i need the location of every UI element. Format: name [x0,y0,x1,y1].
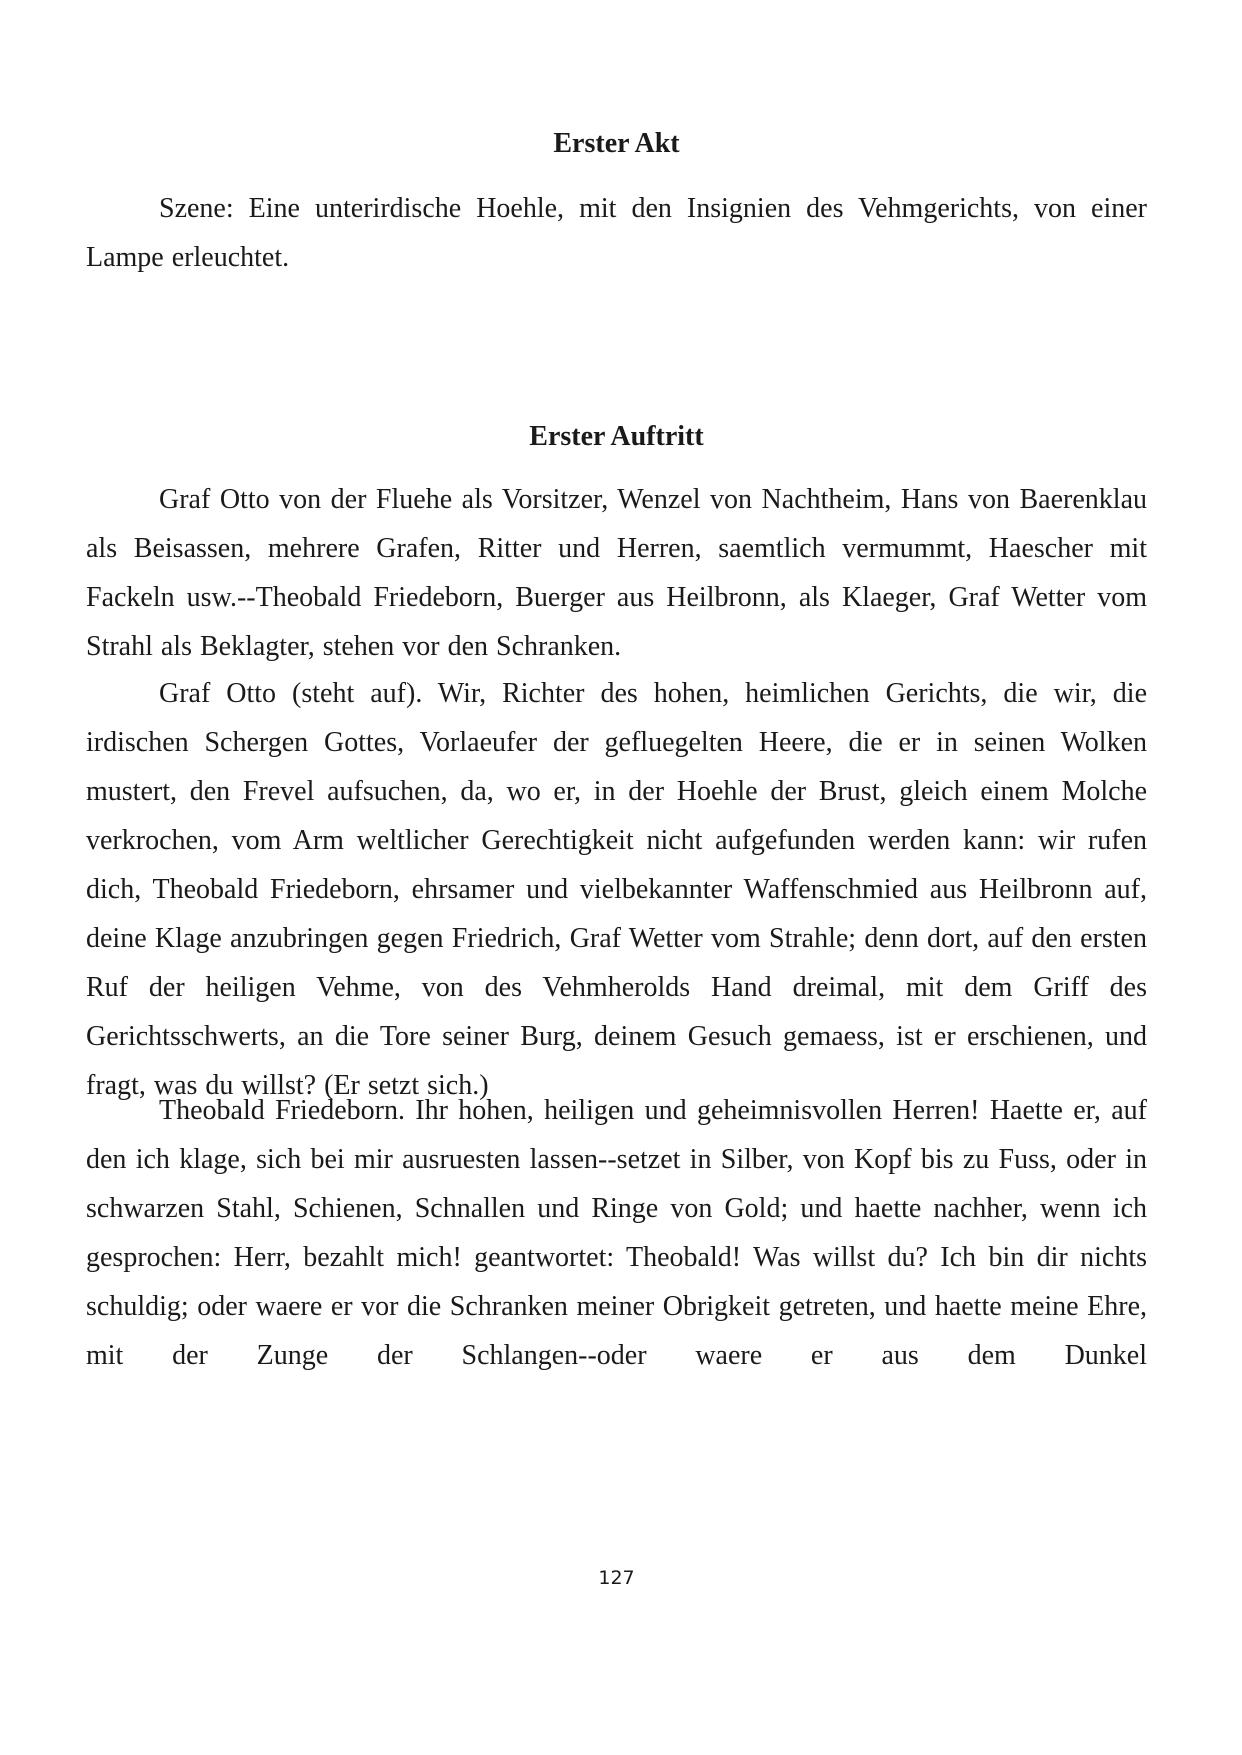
scene-title: Erster Auftritt [529,421,704,452]
act-title: Erster Akt [553,128,680,159]
speech-graf-otto: Graf Otto (steht auf). Wir, Richter des hohen, heimlichen Gerichts, die wir, die irdischen Schergen Gottes, Vorlaeufer der gefluegelten Heere, die er in seinen Wolken mustert, den Frevel aufsuchen, da, wo er, in der Hoehle der Brust, gleich einem Molche verkrochen, vom Arm weltlicher Gerechtigkeit nicht aufgefunden werden kann: wir rufen dich, Theobald Friedeborn, ehrsamer und vielbekannter Waffenschmied aus Heilbronn auf, deine Klage anzubringen gegen Friedrich, Graf Wetter vom Strahle; denn dort, auf den ersten Ruf der heiligen Vehme, von des Vehmherolds Hand dreimal, mit dem Griff des Gerichtsschwerts, an die Tore seiner Burg, deinem Gesuch gemaess, ist er erschienen, und fragt, was du willst? (Er setzt sich.) [86,678,1147,1101]
speech-theobald: Theobald Friedeborn. Ihr hohen, heiligen und geheimnisvollen Herren! Haette er, auf den ich klage, sich bei mir ausruesten lassen--setzet in Silber, von Kopf bis zu Fuss, oder in schwarzen Stahl, Schienen, Schnallen und Ringe von Gold; und haette nachher, wenn ich gesprochen: Herr, bezahlt mich! geantwortet: Theobald! Was willst du? Ich bin dir nichts schuldig; oder waere er vor die Schranken meiner Obrigkeit getreten, und haette meine Ehre, mit der Zunge der Schlangen--oder waere er aus dem Dunkel [86,1095,1147,1371]
page-number: 127 [598,1567,635,1589]
cast-paragraph: Graf Otto von der Fluehe als Vorsitzer, Wenzel von Nachtheim, Hans von Baerenklau als Beisassen, mehrere Grafen, Ritter und Herren, saemtlich vermummt, Haescher mit Fackeln usw.--Theobald Friedeborn, Buerger aus Heilbronn, als Klaeger, Graf Wetter vom Strahl als Beklagter, stehen vor den Schranken. [86,484,1147,662]
scene-description: Szene: Eine unterirdische Hoehle, mit den Insignien des Vehmgerichts, von einer Lampe erleuchtet. [86,193,1147,273]
